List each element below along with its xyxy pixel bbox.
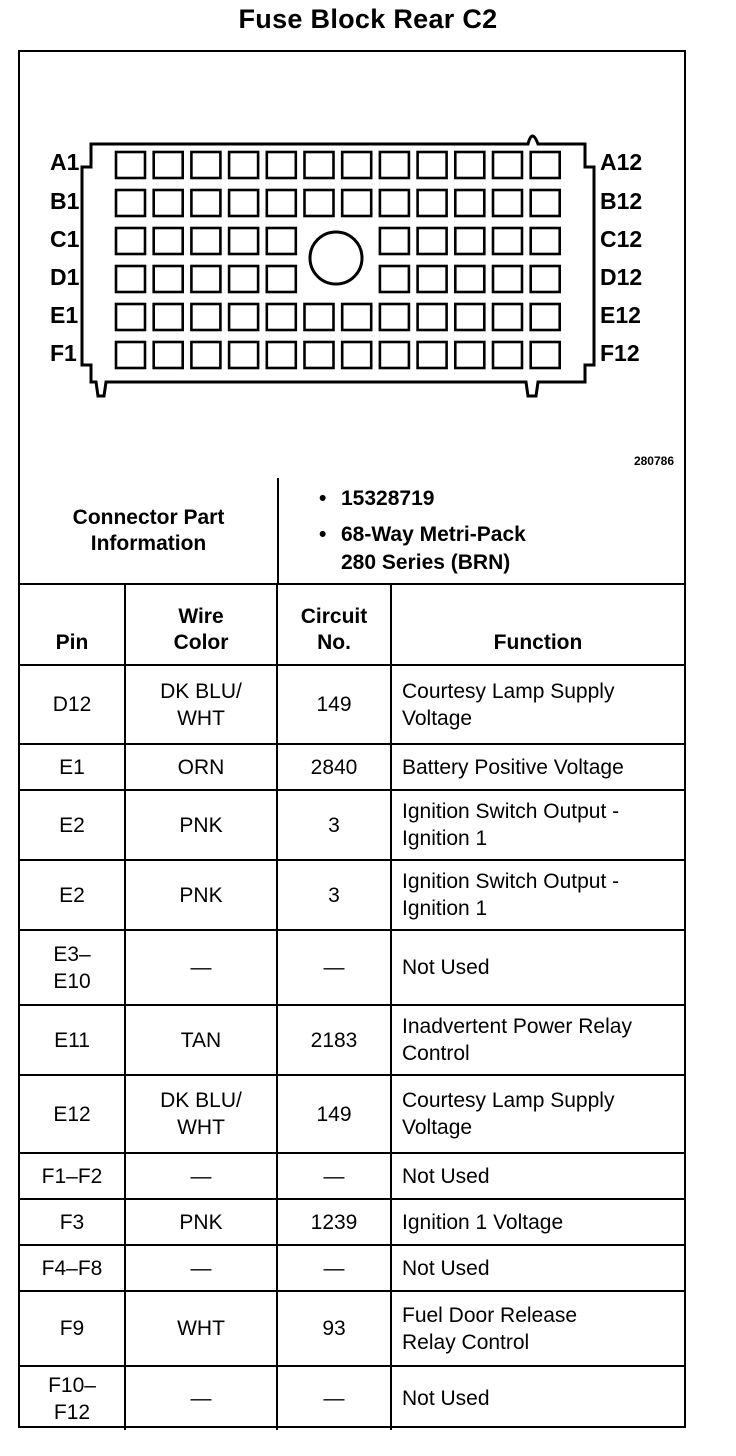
row-label-e-left: E1 — [50, 302, 79, 328]
connector-document-frame — [18, 50, 686, 1428]
pin-cell-line: F1–F2 — [41, 1164, 103, 1188]
pin-cavity — [191, 152, 220, 178]
circuit-cell-line: — — [323, 1256, 345, 1280]
table-row — [20, 930, 684, 1005]
wire-color-cell — [125, 930, 277, 1005]
pin-cavity — [267, 266, 296, 292]
part-number-item — [319, 485, 683, 513]
pinout-table — [20, 585, 684, 1430]
connector-keying-circle — [310, 232, 362, 284]
function-cell-line: Not Used — [402, 956, 490, 979]
pin-cavity — [116, 190, 145, 216]
bullet-icon: • — [319, 522, 327, 546]
pin-cavity — [455, 228, 484, 254]
wire-color-cell-line: ORN — [177, 755, 225, 779]
table-row — [20, 744, 684, 790]
row-label-a-right: A12 — [600, 149, 643, 175]
header-wire-line-2: Color — [173, 631, 229, 654]
circuit-cell — [277, 860, 391, 930]
table-row — [20, 1366, 684, 1430]
pin-cell — [20, 1199, 125, 1245]
connector-part-info-label — [20, 478, 278, 584]
pin-cavity — [229, 190, 258, 216]
pin-cell-line: E1 — [59, 755, 85, 779]
pin-cavity — [116, 304, 145, 330]
pin-cavity — [154, 190, 183, 216]
pin-cavity — [191, 342, 220, 368]
function-cell — [391, 930, 684, 1005]
table-row — [20, 1153, 684, 1199]
pin-cavity — [493, 228, 522, 254]
pin-cavity — [229, 152, 258, 178]
connector-series-text: 280 Series (BRN) — [341, 550, 511, 574]
wire-color-cell — [125, 1075, 277, 1153]
function-cell-line: Fuel Door Release — [402, 1303, 578, 1327]
pin-cavity — [418, 152, 447, 178]
function-cell-line: Voltage — [402, 1116, 473, 1139]
pin-cell-line: E2 — [59, 813, 85, 837]
circuit-cell — [277, 1291, 391, 1366]
function-cell-line: Not Used — [402, 1256, 490, 1280]
row-label-e-right: E12 — [600, 302, 641, 328]
wire-color-cell-line: PNK — [179, 883, 223, 907]
circuit-cell — [277, 1366, 391, 1430]
pin-cell — [20, 790, 125, 860]
pin-cavity — [116, 152, 145, 178]
wire-color-cell-line: — — [190, 1387, 212, 1410]
connector-series-item — [319, 549, 683, 577]
pin-cell — [20, 1005, 125, 1075]
function-cell-line: Voltage — [402, 706, 473, 730]
function-cell-line: Inadvertent Power Relay — [402, 1015, 632, 1038]
function-cell — [391, 1153, 684, 1199]
row-label-f-left: F1 — [50, 340, 77, 366]
pinout-rows — [20, 665, 684, 1430]
wire-color-cell-line: — — [190, 956, 212, 979]
header-circuit-line-2: No. — [317, 631, 351, 654]
pin-cavity — [380, 228, 409, 254]
pin-cavity — [267, 342, 296, 368]
function-cell-line: Courtesy Lamp Supply — [402, 679, 615, 703]
function-cell-line: Control — [402, 1042, 470, 1065]
wire-color-cell-line: — — [190, 1256, 212, 1280]
function-cell-line: Ignition 1 — [402, 827, 488, 850]
pin-cavity — [418, 266, 447, 292]
connector-part-info-values — [278, 478, 684, 584]
pin-cell — [20, 1291, 125, 1366]
pin-cavity — [305, 304, 334, 330]
pin-cell-line: E12 — [53, 1102, 91, 1126]
function-cell-line: Ignition Switch Output - — [402, 870, 620, 893]
row-label-c-right: C12 — [600, 226, 643, 252]
circuit-cell — [277, 790, 391, 860]
circuit-cell-line: 2183 — [310, 1028, 358, 1052]
pin-cavity — [531, 228, 560, 254]
header-pin-text: Pin — [55, 631, 89, 654]
header-wire-line-1: Wire — [178, 605, 224, 628]
pin-cavity — [418, 304, 447, 330]
pin-cavity — [531, 152, 560, 178]
circuit-cell-line: — — [323, 956, 345, 979]
table-row — [20, 790, 684, 860]
pin-cavity — [418, 190, 447, 216]
pin-cavity — [380, 342, 409, 368]
pin-cell — [20, 930, 125, 1005]
pin-cavity — [493, 266, 522, 292]
circuit-cell — [277, 665, 391, 744]
pin-cavity — [380, 266, 409, 292]
row-label-b-left: B1 — [50, 188, 80, 214]
pin-cavity — [267, 152, 296, 178]
function-cell-line: Ignition 1 — [402, 897, 488, 920]
circuit-cell — [277, 930, 391, 1005]
pin-cavity — [380, 190, 409, 216]
pin-cavity — [191, 190, 220, 216]
pin-cell-line: F3 — [59, 1210, 85, 1234]
pin-cell-line: F9 — [59, 1317, 85, 1340]
pin-cavity — [229, 304, 258, 330]
circuit-cell — [277, 1153, 391, 1199]
wire-color-cell — [125, 1291, 277, 1366]
pin-cell-line: E11 — [54, 1028, 90, 1052]
pin-cavity — [493, 304, 522, 330]
pin-cavity — [531, 266, 560, 292]
pin-cell-line: E3– — [53, 942, 91, 966]
header-circuit-line-1: Circuit — [300, 605, 368, 628]
row-label-c-left: C1 — [50, 226, 80, 252]
circuit-cell-line: 149 — [316, 1102, 352, 1126]
function-cell-line: Courtesy Lamp Supply — [402, 1089, 615, 1112]
part-number-text: 15328719 — [341, 486, 435, 510]
pin-cavity — [342, 190, 371, 216]
pin-cavity — [380, 152, 409, 178]
circuit-cell-line: 3 — [328, 813, 340, 837]
wire-color-cell-line: WHT — [177, 1116, 225, 1139]
connector-type-item — [319, 521, 683, 549]
function-cell — [391, 1005, 684, 1075]
pin-cell — [20, 1153, 125, 1199]
pin-cavity — [455, 304, 484, 330]
wire-color-cell — [125, 1199, 277, 1245]
pin-cell-line: F12 — [53, 1400, 91, 1424]
pin-cavity — [191, 266, 220, 292]
pin-cavity — [267, 228, 296, 254]
page-title: Fuse Block Rear C2 — [238, 4, 498, 34]
pin-cavity — [154, 342, 183, 368]
function-cell — [391, 744, 684, 790]
pin-cavity — [455, 190, 484, 216]
row-label-f-right: F12 — [600, 340, 640, 366]
circuit-cell — [277, 1199, 391, 1245]
wire-color-cell-line: TAN — [180, 1028, 222, 1052]
pin-cavity — [116, 342, 145, 368]
pin-cavity — [229, 342, 258, 368]
function-cell — [391, 1245, 684, 1291]
row-label-d-right: D12 — [600, 264, 643, 290]
row-label-d-left: D1 — [50, 264, 80, 290]
pin-cavity — [342, 152, 371, 178]
wire-color-cell — [125, 1366, 277, 1430]
table-row — [20, 1245, 684, 1291]
circuit-cell-line: 93 — [322, 1317, 346, 1340]
row-label-b-right: B12 — [600, 188, 643, 214]
pin-cavity — [116, 228, 145, 254]
table-row — [20, 1199, 684, 1245]
function-cell — [391, 1291, 684, 1366]
info-label-line-2: Information — [90, 531, 207, 555]
pin-cavity — [267, 190, 296, 216]
wire-color-cell — [125, 1245, 277, 1291]
circuit-cell — [277, 1005, 391, 1075]
header-circuit-no — [277, 585, 391, 665]
header-function — [391, 585, 684, 665]
pin-cell-line: D12 — [52, 693, 92, 716]
function-cell-line: Not Used — [402, 1387, 490, 1410]
function-cell-line: Relay Control — [402, 1330, 530, 1354]
function-cell-line: Ignition Switch Output - — [402, 800, 620, 823]
pin-cavity — [342, 342, 371, 368]
pin-cavity — [380, 304, 409, 330]
pin-cavity — [116, 266, 145, 292]
connector-type-text: 68-Way Metri-Pack — [341, 522, 526, 546]
pin-cavity — [229, 228, 258, 254]
wire-color-cell — [125, 665, 277, 744]
pin-cavity — [305, 342, 334, 368]
circuit-cell — [277, 1075, 391, 1153]
pin-cavity — [493, 342, 522, 368]
circuit-cell-line: 2840 — [310, 755, 358, 779]
pin-cavity — [305, 152, 334, 178]
illustration-number: 280786 — [633, 454, 674, 468]
wire-color-cell-line: WHT — [177, 1317, 225, 1340]
function-cell — [391, 665, 684, 744]
pin-cell-line: E2 — [59, 883, 85, 907]
wire-color-cell — [125, 1153, 277, 1199]
function-cell — [391, 1075, 684, 1153]
pin-cavity — [493, 152, 522, 178]
pin-cavity — [229, 266, 258, 292]
wire-color-cell-line: — — [190, 1164, 212, 1188]
wire-color-cell-line: PNK — [179, 813, 223, 837]
row-label-a-left: A1 — [50, 149, 80, 175]
bullet-icon: • — [319, 486, 327, 510]
pin-cavity — [154, 152, 183, 178]
circuit-cell-line: 149 — [316, 693, 352, 716]
header-function-text: Function — [493, 631, 583, 654]
pin-cavity — [191, 304, 220, 330]
function-cell-line: Not Used — [402, 1164, 490, 1188]
pin-cavity — [154, 266, 183, 292]
wire-color-cell — [125, 860, 277, 930]
pin-cavity — [493, 190, 522, 216]
table-row — [20, 1291, 684, 1366]
pin-cavity — [455, 342, 484, 368]
wire-color-cell-line: DK BLU/ — [160, 679, 242, 703]
function-cell — [391, 790, 684, 860]
circuit-cell-line: — — [323, 1164, 345, 1188]
function-cell-line: Battery Positive Voltage — [402, 755, 624, 779]
function-cell — [391, 1199, 684, 1245]
pin-cavity — [531, 190, 560, 216]
pin-cell-line: E10 — [53, 969, 91, 993]
pin-cell — [20, 1366, 125, 1430]
circuit-cell-line: 3 — [328, 883, 340, 907]
circuit-cell-line: — — [323, 1387, 345, 1410]
pin-cavity — [154, 304, 183, 330]
table-row — [20, 860, 684, 930]
header-wire-color — [125, 585, 277, 665]
table-row — [20, 665, 684, 744]
pin-cavity — [418, 228, 447, 254]
pin-cavity — [531, 304, 560, 330]
pin-cavity — [154, 228, 183, 254]
function-cell — [391, 1366, 684, 1430]
header-pin — [20, 585, 125, 665]
pin-cavity — [455, 152, 484, 178]
wire-color-cell-line: WHT — [177, 706, 225, 730]
function-cell-line: Ignition 1 Voltage — [402, 1210, 564, 1234]
pin-cell — [20, 860, 125, 930]
circuit-cell-line: 1239 — [310, 1210, 358, 1234]
pin-cavity — [342, 304, 371, 330]
circuit-cell — [277, 1245, 391, 1291]
pin-cell — [20, 1245, 125, 1291]
pin-cell — [20, 1075, 125, 1153]
wire-color-cell-line: PNK — [179, 1210, 223, 1234]
table-row — [20, 1005, 684, 1075]
info-label-line-1: Connector Part — [72, 505, 225, 529]
pin-cavity — [305, 190, 334, 216]
pin-cell — [20, 665, 125, 744]
pin-cavity — [531, 342, 560, 368]
pin-cavity — [267, 304, 296, 330]
pin-cavity — [191, 228, 220, 254]
circuit-cell — [277, 744, 391, 790]
connector-face-drawing — [20, 52, 684, 476]
table-row — [20, 1075, 684, 1153]
wire-color-cell — [125, 790, 277, 860]
pin-cell-line: F4–F8 — [41, 1256, 103, 1280]
wire-color-cell — [125, 1005, 277, 1075]
connector-part-info-table — [20, 478, 684, 585]
pin-cavity — [418, 342, 447, 368]
pin-cell — [20, 744, 125, 790]
function-cell — [391, 860, 684, 930]
pin-cell-line: F10– — [48, 1373, 96, 1397]
connector-diagram — [20, 52, 684, 476]
wire-color-cell-line: DK BLU/ — [160, 1089, 242, 1112]
wire-color-cell — [125, 744, 277, 790]
pin-cavity — [455, 266, 484, 292]
